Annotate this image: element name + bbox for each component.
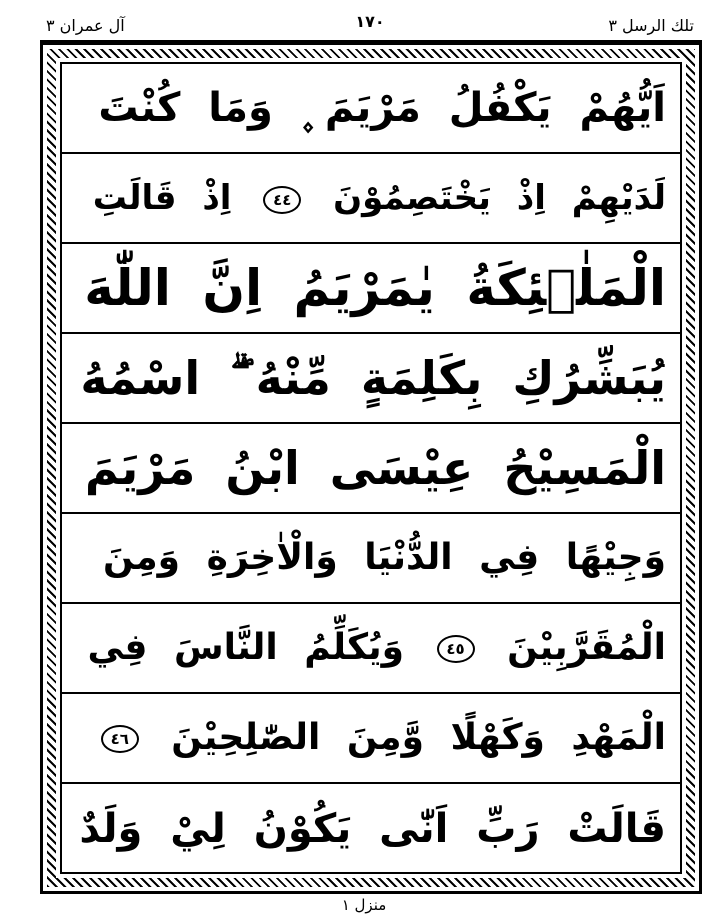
line-text: يُبَشِّرُكِ بِكَلِمَةٍ مِّنْهُ ۖۗ اسْمُهُ	[80, 351, 666, 405]
text-line	[62, 334, 680, 424]
page-number: ١٧٠	[355, 12, 385, 31]
text-line	[62, 64, 680, 154]
line-text-part: وَيُكَلِّمُ النَّاسَ فِي	[87, 627, 404, 668]
text-line	[62, 784, 680, 874]
line-text	[95, 717, 666, 758]
line-text-part: اِذْ قَالَتِ	[92, 178, 232, 218]
ayah-marker: ٤٦	[101, 725, 139, 753]
line-text-part: لَدَيْهِمْ اِذْ يَخْتَصِمُوْنَ	[333, 178, 666, 218]
text-area	[60, 62, 682, 874]
text-line	[62, 514, 680, 604]
ayah-marker: ٤٤	[263, 186, 301, 214]
text-line	[62, 604, 680, 694]
text-line	[62, 694, 680, 784]
line-text: وَجِيْهًا فِي الدُّنْيَا وَالْاٰخِرَةِ وَمِنَ	[103, 537, 666, 578]
line-text: الْمَلٰۤئِكَةُ يٰمَرْيَمُ اِنَّ اللّٰهَ	[84, 259, 666, 317]
line-text	[92, 178, 666, 218]
line-text: الْمَسِيْحُ عِيْسَى ابْنُ مَرْيَمَ	[84, 441, 666, 495]
line-text: قَالَتْ رَبِّ اَنّٰى يَكُوْنُ لِيْ وَلَدٌ	[79, 806, 666, 852]
line-text	[87, 627, 666, 668]
ayah-marker: ٤٥	[437, 635, 475, 663]
surah-title: آل عمران ٣	[46, 16, 125, 35]
text-line	[62, 424, 680, 514]
line-text: اَيُّهُمْ يَكْفُلُ مَرْيَمَ ۪ وَمَا كُنْتَ	[98, 85, 666, 131]
page-header	[40, 10, 700, 44]
text-line	[62, 244, 680, 334]
line-text-part: الْمَهْدِ وَكَهْلًا وَّمِنَ الصّٰلِحِيْنَ	[171, 717, 666, 758]
page-frame	[40, 42, 702, 894]
text-line	[62, 154, 680, 244]
line-text-part: الْمُقَرَّبِيْنَ	[507, 627, 666, 668]
manzil-footer: منزل ١	[341, 896, 387, 914]
juz-title: تلك الرسل ٣	[608, 16, 694, 35]
